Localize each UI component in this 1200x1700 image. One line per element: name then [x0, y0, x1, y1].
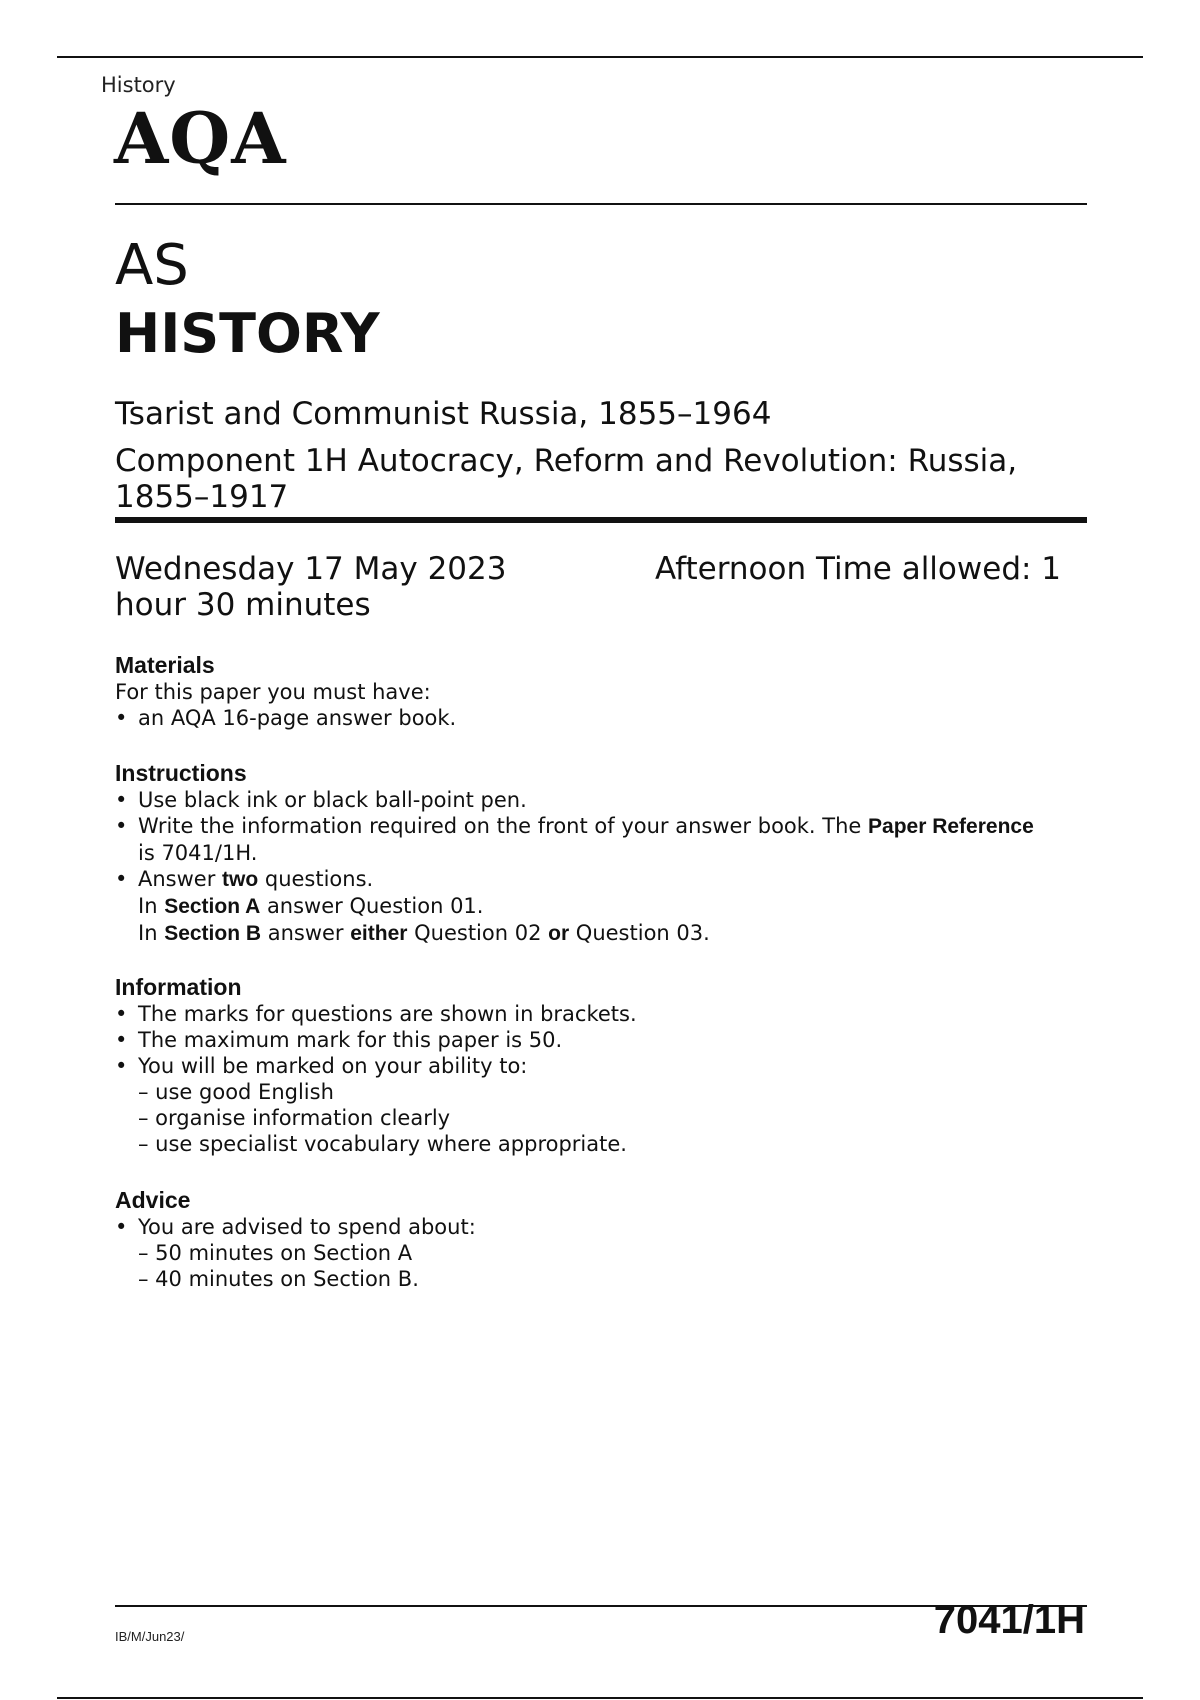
instructions-item: [115, 813, 1038, 866]
instructions-text: Answer: [138, 867, 223, 891]
instructions-text: answer Question 01.: [260, 894, 484, 918]
instructions-section: [115, 759, 1115, 947]
instructions-emphasis: Section B: [164, 922, 262, 945]
instructions-text: Write the information required on the front of your answer book. The: [138, 814, 869, 838]
instructions-section-b: [115, 920, 1115, 947]
running-head: History: [101, 73, 176, 97]
advice-item: • You are advised to spend about:: [115, 1214, 1115, 1240]
advice-heading: Advice: [115, 1187, 191, 1213]
instructions-item: • Use black ink or black ball-point pen.: [115, 787, 1115, 813]
materials-intro: For this paper you must have:: [115, 680, 431, 704]
information-subitem: – organise information clearly: [138, 1106, 451, 1130]
instructions-text: answer: [261, 921, 351, 945]
materials-heading: Materials: [115, 652, 215, 678]
instructions-item: [115, 866, 1115, 893]
instructions-emphasis: or: [548, 922, 570, 945]
advice-section: [115, 1186, 1115, 1292]
information-subitem: – use specialist vocabulary where appropriate.: [138, 1132, 627, 1156]
instructions-emphasis: Section A: [164, 895, 261, 918]
instructions-text: In: [138, 921, 165, 945]
exam-details: [115, 551, 1090, 623]
exam-date: Wednesday 17 May 2023: [115, 551, 507, 587]
title-divider: [115, 517, 1087, 523]
information-heading: Information: [115, 974, 242, 1000]
materials-section: [115, 651, 1115, 731]
information-item: • The maximum mark for this paper is 50.: [115, 1027, 1115, 1053]
page-top-rule: [57, 56, 1143, 58]
instructions-emphasis: two: [222, 868, 259, 891]
instructions-text: Question 02: [407, 921, 549, 945]
advice-subitem: – 40 minutes on Section B.: [138, 1267, 419, 1291]
information-item: • The marks for questions are shown in brackets.: [115, 1001, 1115, 1027]
instructions-emphasis: either: [350, 922, 408, 945]
instructions-heading: Instructions: [115, 760, 247, 786]
footer-code: IB/M/Jun23/: [115, 1629, 185, 1644]
component-title: Component 1H Autocracy, Reform and Revolution: Russia, 1855–1917: [115, 443, 1018, 515]
subject-title: HISTORY: [115, 302, 380, 365]
advice-subitem: – 50 minutes on Section A: [138, 1241, 413, 1265]
information-section: [115, 973, 1115, 1157]
instructions-text: questions.: [258, 867, 374, 891]
information-subitem: – use good English: [138, 1080, 334, 1104]
materials-item: • an AQA 16-page answer book.: [115, 705, 1115, 731]
instructions-section-a: [115, 893, 1115, 920]
instructions-text: is 7041/1H.: [138, 841, 258, 865]
paper-reference: 7041/1H: [933, 1598, 1085, 1642]
instructions-emphasis: Paper Reference: [868, 815, 1034, 838]
instructions-text: In: [138, 894, 165, 918]
exam-session-time: Afternoon Time allowed: 1 hour 30 minutes: [115, 551, 1062, 623]
instructions-text: Question 03.: [569, 921, 710, 945]
information-item: • You will be marked on your ability to:: [115, 1053, 1115, 1079]
qualification-level: AS: [115, 233, 189, 298]
topic-title: Tsarist and Communist Russia, 1855–1964: [115, 396, 772, 432]
logo-divider: [115, 203, 1087, 205]
aqa-logo: AQA: [114, 97, 287, 180]
page-bottom-rule: [57, 1697, 1143, 1699]
